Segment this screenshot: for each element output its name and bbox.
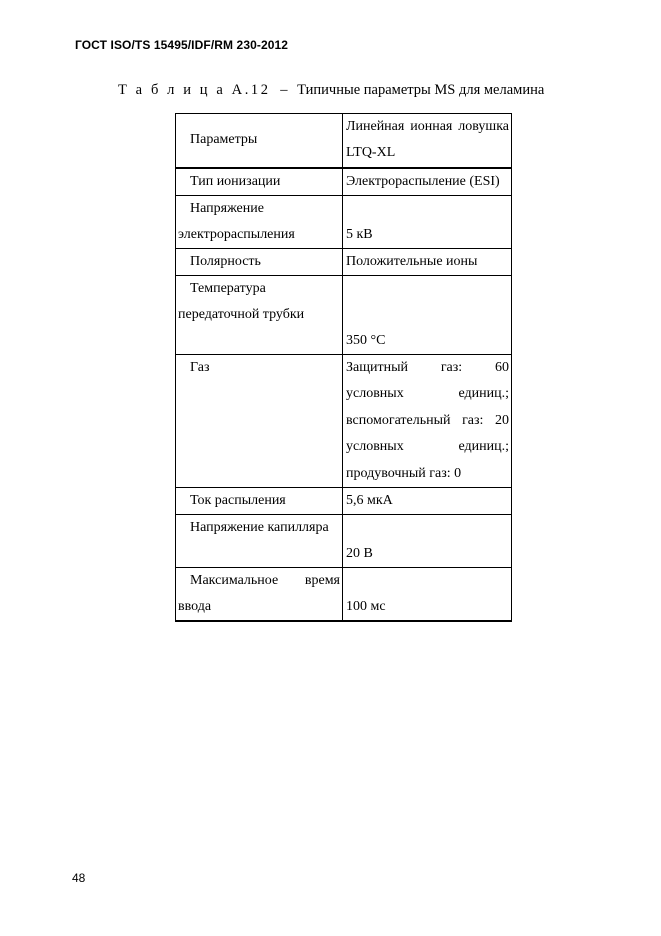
document-header: ГОСТ ISO/TS 15495/IDF/RM 230-2012 [75,38,289,52]
table-row [176,275,512,354]
table-row [176,568,512,622]
param-cell: Напряжение электрораспыления [176,195,343,248]
value-cell [343,568,512,622]
table-title: Типичные параметры MS для меламина [297,82,545,98]
table-row [176,354,512,488]
value-cell: 5,6 мкА [343,488,512,515]
table-label: Т а б л и ц а А.12 [118,82,271,98]
caption-dash: – [280,82,288,98]
value-cell: Положительные ионы [343,248,512,275]
value-text: 350 °С [346,332,386,348]
table-row [176,168,512,196]
param-cell: Ток распыления [176,488,343,515]
table-row [176,488,512,515]
value-text: 5 кВ [346,226,373,242]
table-caption [118,82,544,99]
param-cell: Тип ионизации [176,168,343,196]
param-cell: Газ [176,354,343,488]
param-cell: Температура передаточной трубки [176,275,343,354]
value-text: 20 В [346,546,373,561]
value-cell [343,275,512,354]
page-number: 48 [72,871,86,885]
table-row [176,248,512,275]
param-cell: Напряжение капилляра [176,515,343,568]
value-text: 100 мс [346,599,386,614]
table-row [176,515,512,568]
param-cell: Максимальное время ввода [176,568,343,622]
table-row [176,195,512,248]
value-cell [343,195,512,248]
header-cell-parameters: Параметры [176,114,343,168]
ms-parameters-table [175,113,512,622]
param-cell: Полярность [176,248,343,275]
value-cell: Электрораспыление (ESI) [343,168,512,196]
value-cell [343,515,512,568]
header-cell-instrument: Линейная ионная ловушка LTQ-XL [343,114,512,168]
table-header-row [176,114,512,168]
value-cell: Защитный газ: 60 условных единиц.; вспомогательный газ: 20 условных единиц.; продувочный газ: 0 [343,354,512,488]
